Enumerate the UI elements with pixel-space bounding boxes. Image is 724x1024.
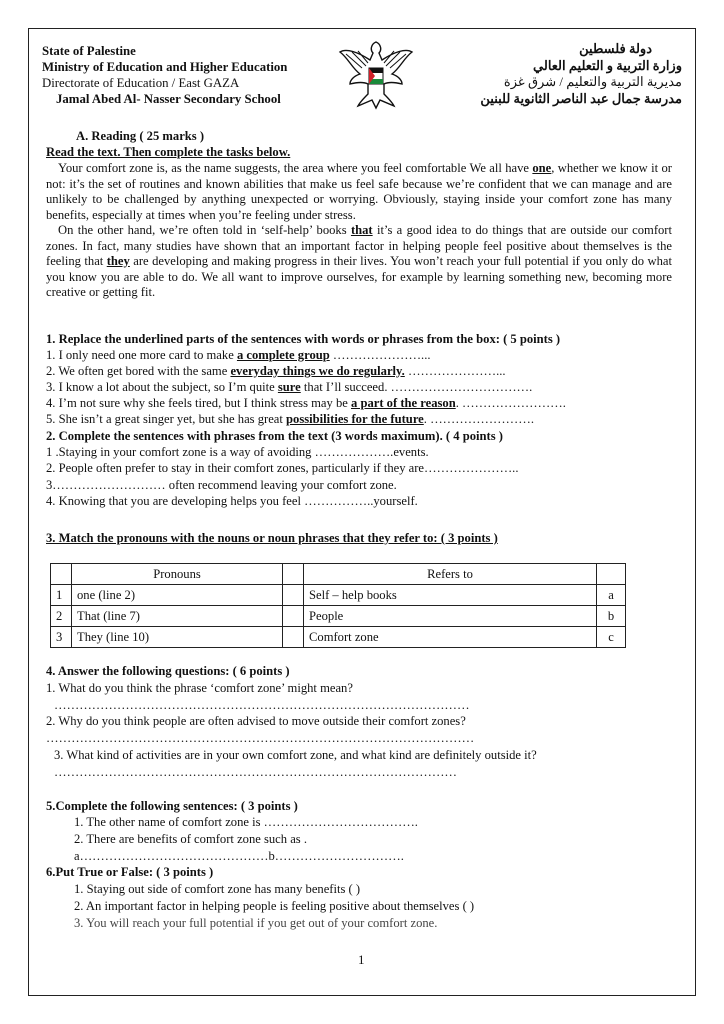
row-letter: b	[597, 606, 626, 627]
header-right	[480, 41, 682, 107]
row-pronoun: They (line 10)	[72, 627, 283, 648]
section-a-instruction: Read the text. Then complete the tasks below.	[46, 145, 291, 159]
table-row	[51, 627, 626, 648]
row-refers-to: Self – help books	[304, 585, 597, 606]
q6-title: 6.Put True or False: ( 3 points )	[46, 865, 214, 879]
answer-line: …………………………………………………………………………………………	[46, 731, 475, 745]
q6-item: 2. An important factor in helping people is feeling positive about themselves ( )	[74, 899, 475, 913]
q5-title: 5.Complete the following sentences: ( 3 points )	[46, 799, 298, 813]
section-a-title: A. Reading ( 25 marks )	[76, 129, 205, 143]
header-state: State of Palestine	[42, 44, 136, 58]
header-ministry-ar: وزارة التربية و التعليم العالي	[533, 57, 682, 73]
header-state-ar: دولة فلسطين	[579, 41, 652, 56]
table-row	[51, 606, 626, 627]
q1-item: 2. We often get bored with the same everyday things we do regularly. …………………...	[46, 364, 506, 378]
q6-item: 1. Staying out side of comfort zone has many benefits ( )	[74, 882, 361, 896]
row-refers-to: People	[304, 606, 597, 627]
answer-line: ………………………………………………………………………………………	[54, 698, 470, 712]
q1-title: 1. Replace the underlined parts of the sentences with words or phrases from the box: ( 5 points )	[46, 332, 561, 346]
row-pronoun: one (line 2)	[72, 585, 283, 606]
row-number: 1	[51, 585, 72, 606]
q5-item: 2. There are benefits of comfort zone such as .	[74, 832, 308, 846]
q1-item: 1. I only need one more card to make a complete group …………………...	[46, 348, 431, 362]
passage-paragraph-1: Your comfort zone is, as the name suggests, the area where you feel comfortable We all have one, whether we know it or not: it’s the set of routines and known abilities that make us feel safe because we’re confident that we can manage and are unlikely to be challenged by anything unexpected or worrying. Obviously, staying inside your comfort zone has many benefits, especially at times when you’re feeling under stress.	[46, 161, 672, 222]
q2-title: 2. Complete the sentences with phrases from the text (3 words maximum). ( 4 points )	[46, 429, 503, 443]
row-refers-to: Comfort zone	[304, 627, 597, 648]
row-letter: a	[597, 585, 626, 606]
header-directorate: Directorate of Education / East GAZA	[42, 76, 240, 90]
q2-item: 2. People often prefer to stay in their comfort zones, particularly if they are…………………..	[46, 461, 519, 475]
page-number: 1	[358, 952, 365, 967]
header-school: Jamal Abed Al- Nasser Secondary School	[56, 92, 281, 106]
q4-question: 2. Why do you think people are often advised to move outside their comfort zones?	[46, 714, 466, 728]
passage-paragraph-2: On the other hand, we’re often told in ‘self-help’ books that it’s a good idea to do things that are outside our comfort zones. In fact, many studies have shown that an important factor in helping people feel positive about themselves is the feeling that they are developing and making progress in their lives. You won’t reach your full potential if you only do what you know you are able to do. We all want to improve ourselves, for example by learning something new, becoming more creative or getting fit.	[46, 223, 673, 299]
q6-item: 3. You will reach your full potential if you get out of your comfort zone.	[74, 916, 438, 930]
q4-title: 4. Answer the following questions: ( 6 points )	[46, 664, 290, 678]
row-number: 2	[51, 606, 72, 627]
header-school-ar: مدرسة جمال عبد الناصر الثانوية للبنين	[480, 90, 682, 106]
table-row	[51, 585, 626, 606]
table-header-row	[51, 564, 626, 585]
matching-table	[50, 563, 626, 648]
q1-item: 3. I know a lot about the subject, so I’m quite sure that I’ll succeed. …………………………….	[46, 380, 533, 394]
reading-passage	[46, 161, 672, 301]
eagle-emblem-icon	[338, 38, 414, 110]
q2-item: 1 .Staying in your comfort zone is a way of avoiding ……………….events.	[46, 445, 429, 459]
q2-item: 4. Knowing that you are developing helps you feel ……………..yourself.	[46, 494, 418, 508]
q4-question: 1. What do you think the phrase ‘comfort zone’ might mean?	[46, 681, 353, 695]
row-pronoun: That (line 7)	[72, 606, 283, 627]
q2-item: 3……………………… often recommend leaving your comfort zone.	[46, 478, 397, 492]
header-ministry: Ministry of Education and Higher Education	[42, 60, 288, 74]
row-letter: c	[597, 627, 626, 648]
answer-line: ……………………………………………………………………………………	[54, 765, 457, 779]
q1-item: 5. She isn’t a great singer yet, but she has great possibilities for the future. …………………….	[46, 412, 534, 426]
answer-line: a………………………………………b………………………….	[74, 849, 404, 863]
q5-item: 1. The other name of comfort zone is ……………………………….	[74, 815, 418, 829]
header-directorate-ar: مديرية التربية والتعليم / شرق غزة	[503, 74, 682, 89]
header-left	[42, 43, 287, 107]
q3-title: 3. Match the pronouns with the nouns or noun phrases that they refer to: ( 3 points )	[46, 531, 498, 545]
table-header-refers-to: Refers to	[304, 564, 597, 585]
row-number: 3	[51, 627, 72, 648]
q4-question: 3. What kind of activities are in your own comfort zone, and what kind are definitely outside it?	[54, 748, 537, 762]
q1-item: 4. I’m not sure why she feels tired, but I think stress may be a part of the reason. …………………….	[46, 396, 566, 410]
table-header-pronouns: Pronouns	[72, 564, 283, 585]
